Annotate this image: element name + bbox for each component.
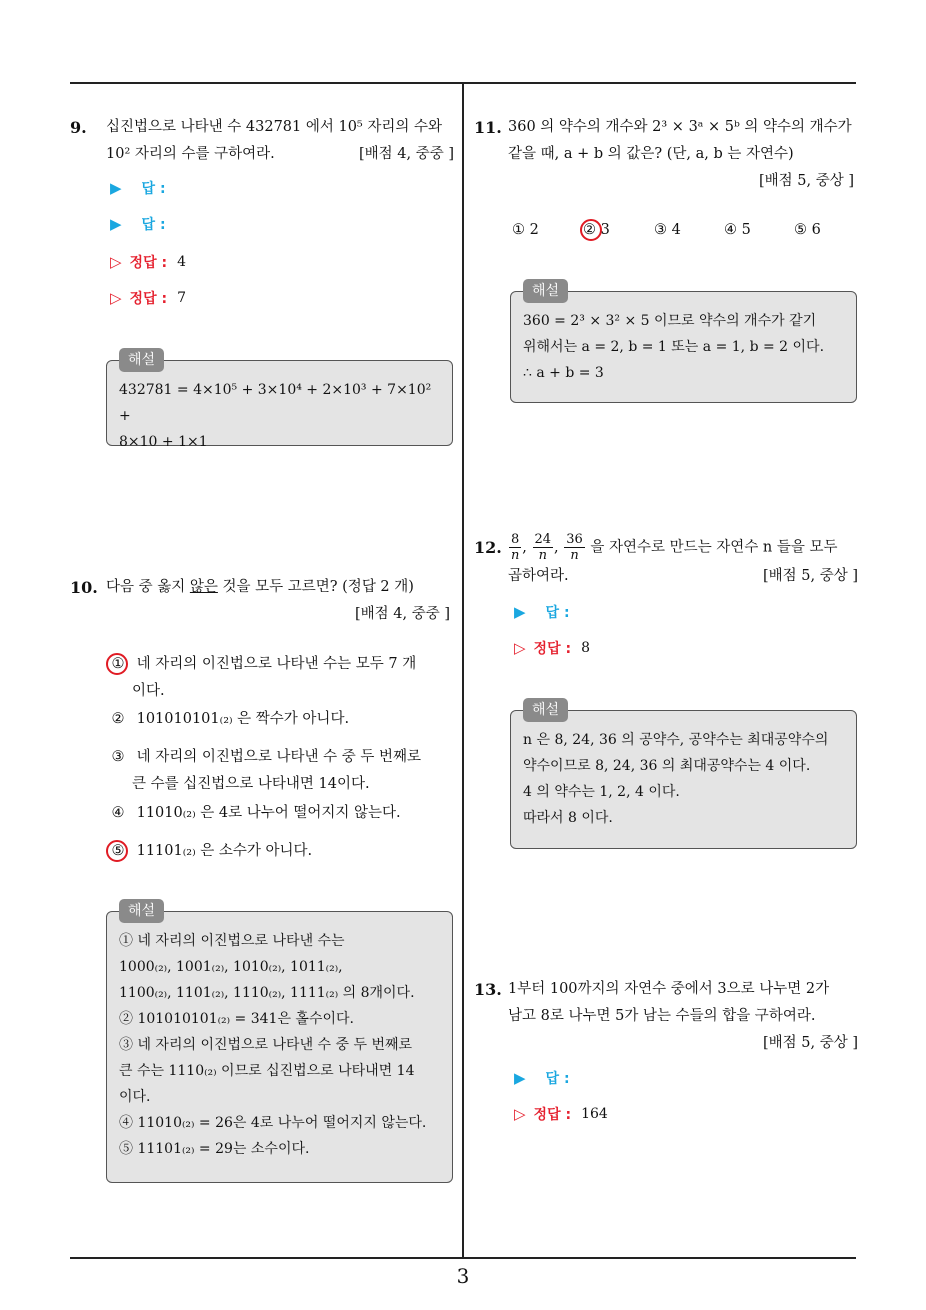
choice-5[interactable]: ⑤ 6	[794, 222, 821, 238]
explanation-box	[510, 283, 857, 403]
explanation-line: 따라서 8 이다.	[523, 810, 613, 826]
correct-answer-row	[110, 288, 186, 308]
question-12	[474, 532, 858, 590]
score-meta: [배점 5, 중상 ]	[758, 173, 854, 189]
explanation-line: 1000₍₂₎, 1001₍₂₎, 1010₍₂₎, 1011₍₂₎,	[119, 959, 343, 975]
outline-triangle-icon: ▷	[110, 253, 122, 271]
explanation-tag: 해설	[523, 698, 568, 722]
answer-label: 답 :	[141, 181, 166, 197]
fraction: $\frac{36}{n}$	[566, 532, 583, 563]
explanation-line: 4 의 약수는 1, 2, 4 이다.	[523, 784, 680, 800]
explanation-line: 8×10 + 1×1	[119, 434, 208, 450]
answer-input-row[interactable]	[110, 178, 166, 198]
explanation-line: 이다.	[119, 1089, 151, 1105]
question-text: 같을 때, a + b 의 값은? (단, a, b 는 자연수)	[508, 146, 794, 162]
answer-input-row[interactable]	[514, 602, 570, 622]
outline-triangle-icon: ▷	[514, 1105, 526, 1123]
correct-label: 정답 :	[129, 291, 168, 307]
choice-2[interactable]: ② 3	[583, 222, 610, 238]
correct-answer-row	[514, 638, 590, 658]
score-meta: [배점 4, 중중 ]	[354, 606, 450, 622]
fraction: $\frac{8}{n}$	[510, 532, 520, 563]
correct-answer-row	[110, 252, 186, 272]
explanation-line: 360 = 2³ × 3² × 5 이므로 약수의 개수가 같기	[523, 313, 817, 329]
question-9	[70, 114, 454, 168]
explanation-line: 큰 수는 1110₍₂₎ 이므로 십진법으로 나타내면 14	[119, 1063, 415, 1079]
explanation-line: ④ 11010₍₂₎ = 26은 4로 나누어 떨어지지 않는다.	[119, 1115, 427, 1131]
answer-label: 답 :	[545, 1071, 570, 1087]
explanation-line: ∴ a + b = 3	[523, 365, 604, 381]
question-text: 360 의 약수의 개수와 2³ × 3ᵃ × 5ᵇ 의 약수의 개수가	[508, 119, 852, 135]
outline-triangle-icon: ▷	[514, 639, 526, 657]
correct-label: 정답 :	[129, 255, 168, 271]
explanation-line: n 은 8, 24, 36 의 공약수, 공약수는 최대공약수의	[523, 732, 829, 748]
play-triangle-icon: ▶	[110, 179, 122, 197]
explanation-line: ② 101010101₍₂₎ = 341은 홀수이다.	[119, 1011, 354, 1027]
explanation-box	[510, 702, 857, 849]
option-4[interactable]: ④ 11010₍₂₎ 은 4로 나누어 떨어지지 않는다.	[111, 805, 401, 821]
answer-input-row[interactable]	[514, 1068, 570, 1088]
question-text: 남고 8로 나누면 5가 남는 수들의 합을 구하여라.	[508, 1008, 816, 1024]
bottom-rule	[70, 1257, 856, 1259]
explanation-tag: 해설	[119, 899, 164, 923]
question-13	[474, 976, 858, 1057]
question-text: 십진법으로 나타낸 수 432781 에서 10⁵ 자리의 수와	[106, 119, 442, 135]
option-2[interactable]: ② 101010101₍₂₎ 은 짝수가 아니다.	[111, 711, 350, 727]
option-1[interactable]: ① 네 자리의 이진법으로 나타낸 수는 모두 7 개 이다.	[111, 656, 417, 699]
question-11	[474, 114, 858, 195]
outline-triangle-icon: ▷	[110, 289, 122, 307]
correct-label: 정답 :	[533, 1107, 572, 1123]
correct-value: 164	[581, 1106, 608, 1122]
option-3[interactable]: ③ 네 자리의 이진법으로 나타낸 수 중 두 번째로 큰 수를 십진법으로 나타내면 14이다.	[111, 749, 421, 792]
answer-input-row[interactable]	[110, 214, 166, 234]
explanation-line: ⑤ 11101₍₂₎ = 29는 소수이다.	[119, 1141, 310, 1157]
page-number: 3	[456, 1264, 470, 1288]
explanation-box	[106, 352, 453, 450]
question-text: 10² 자리의 수를 구하여라.	[106, 146, 275, 162]
play-triangle-icon: ▶	[110, 215, 122, 233]
column-divider	[462, 84, 464, 1258]
explanation-line: 432781 = 4×10⁵ + 3×10⁴ + 2×10³ + 7×10² +	[119, 382, 432, 424]
question-10	[70, 574, 450, 628]
score-meta: [배점 5, 중상 ]	[762, 568, 858, 584]
play-triangle-icon: ▶	[514, 1069, 526, 1087]
correct-value: 7	[177, 290, 186, 306]
fraction: $\frac{24}{n}$	[534, 532, 552, 563]
explanation-line: 위해서는 a = 2, b = 1 또는 a = 1, b = 2 이다.	[523, 339, 825, 355]
score-meta: [배점 5, 중상 ]	[762, 1035, 858, 1051]
correct-answer-row	[514, 1104, 608, 1124]
answer-label: 답 :	[545, 605, 570, 621]
correct-value: 8	[581, 640, 590, 656]
choice-4[interactable]: ④ 5	[724, 222, 751, 238]
score-meta: [배점 4, 중중 ]	[358, 146, 454, 162]
correct-value: 4	[177, 254, 186, 270]
choice-1[interactable]: ① 2	[512, 222, 539, 238]
question-number: 11.	[474, 118, 502, 137]
option-5[interactable]: ⑤ 11101₍₂₎ 은 소수가 아니다.	[111, 843, 313, 859]
explanation-tag: 해설	[119, 348, 164, 372]
play-triangle-icon: ▶	[514, 603, 526, 621]
answer-label: 답 :	[141, 217, 166, 233]
question-number: 13.	[474, 980, 502, 999]
question-number: 9.	[70, 118, 87, 137]
question-text: 1부터 100까지의 자연수 중에서 3으로 나누면 2가	[508, 981, 830, 997]
explanation-box	[106, 903, 453, 1183]
explanation-line: 약수이므로 8, 24, 36 의 최대공약수는 4 이다.	[523, 758, 811, 774]
question-number: 10.	[70, 578, 98, 597]
question-text: $\frac{8}{n}$ , $\frac{24}{n}$ , $\frac{36}{n}$ 을 자연수로 만드는 자연수 n 들을 모두	[510, 532, 838, 563]
question-number: 12.	[474, 538, 502, 557]
question-text: 다음 중 옳지 않은 것을 모두 고르면? (정답 2 개)	[106, 579, 414, 595]
explanation-line: ① 네 자리의 이진법으로 나타낸 수는	[119, 933, 345, 949]
explanation-line: ③ 네 자리의 이진법으로 나타낸 수 중 두 번째로	[119, 1037, 413, 1053]
explanation-line: 1100₍₂₎, 1101₍₂₎, 1110₍₂₎, 1111₍₂₎ 의 8개이다.	[119, 985, 415, 1001]
correct-label: 정답 :	[533, 641, 572, 657]
explanation-tag: 해설	[523, 279, 568, 303]
choice-3[interactable]: ③ 4	[654, 222, 681, 238]
question-text: 곱하여라.	[508, 568, 569, 584]
